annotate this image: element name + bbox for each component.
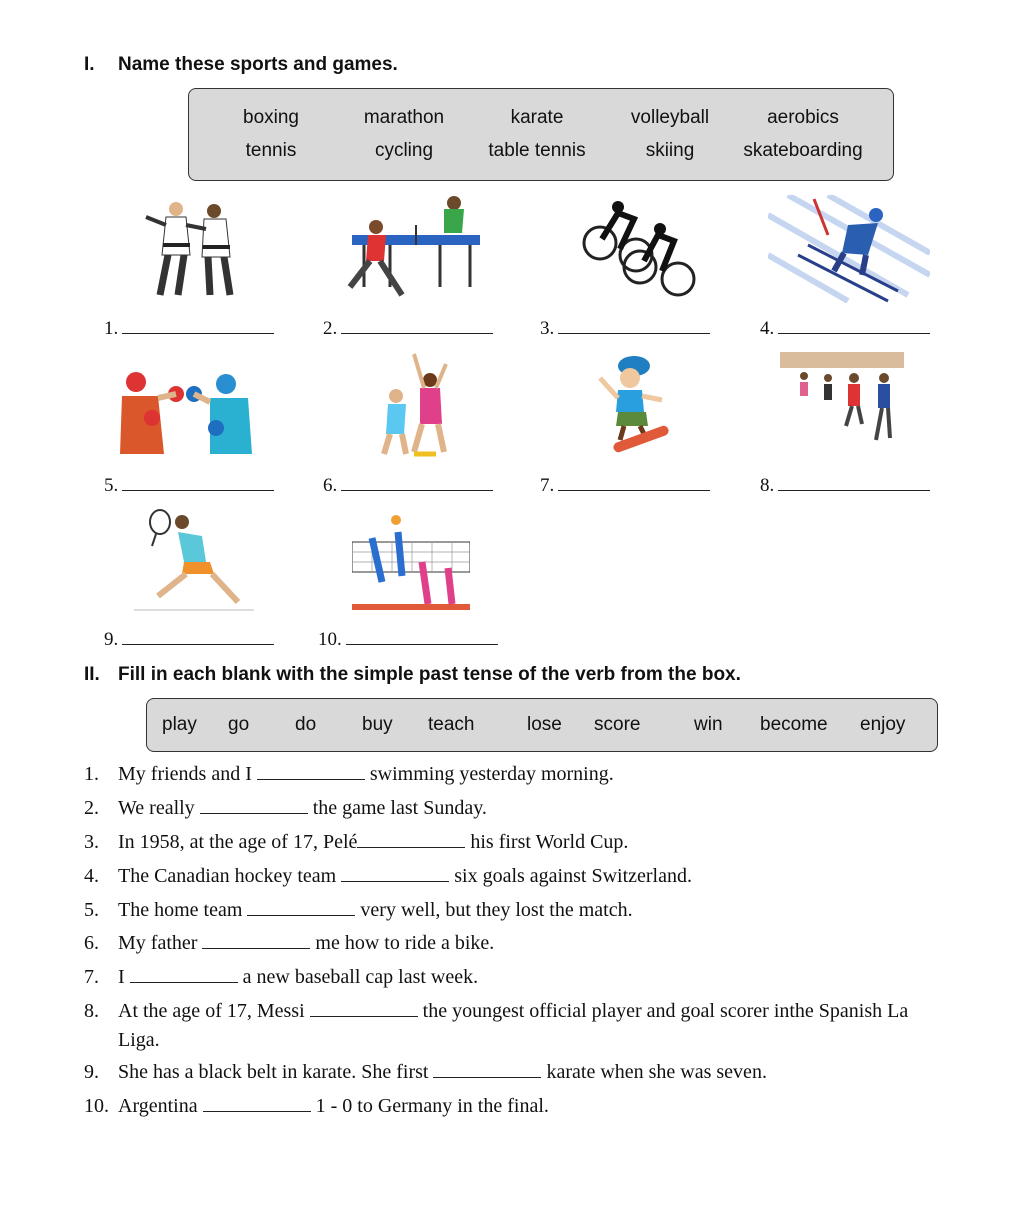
marathon-picture	[780, 352, 904, 458]
sentence-2: 2. We really the game last Sunday.	[84, 797, 487, 819]
aerobics-picture	[374, 350, 454, 458]
skiing-picture	[768, 195, 930, 303]
section-1-title	[84, 54, 398, 76]
section-number: II.	[84, 664, 100, 685]
verb-do: do	[295, 714, 317, 735]
verb-buy: buy	[362, 714, 393, 735]
word-skiing: skiing	[645, 140, 695, 161]
section-title-text: Fill in each blank with the simple past tense of the verb from the box.	[118, 664, 741, 685]
answer-label-5: 5.	[104, 474, 274, 497]
word-boxing: boxing	[243, 107, 299, 128]
sentence-1: 1. My friends and I swimming yesterday morning.	[84, 763, 614, 785]
sentence-8: 8. At the age of 17, Messi the youngest official player and goal scorer inthe Spanish La Liga.	[84, 1000, 909, 1051]
answer-label-9: 9.	[104, 628, 274, 651]
verb-teach: teach	[428, 714, 475, 735]
sentence-10: 10. Argentina 1 - 0 to Germany in the final.	[84, 1095, 549, 1117]
answer-label-10: 10.	[318, 628, 498, 651]
verb-play: play	[162, 714, 197, 735]
answer-label-6: 6.	[323, 474, 493, 497]
word-tennis: tennis	[245, 140, 297, 161]
word-cycling: cycling	[374, 140, 434, 161]
answer-label-8: 8.	[760, 474, 930, 497]
skateboarding-picture	[594, 352, 674, 458]
section-number: I.	[84, 54, 95, 75]
verb-become: become	[760, 714, 828, 735]
sentence-4: 4. The Canadian hockey team six goals against Switzerland.	[84, 865, 692, 887]
verb-go: go	[228, 714, 250, 735]
karate-picture	[138, 195, 248, 303]
section-title-text: Name these sports and games.	[118, 54, 398, 75]
verb-lose: lose	[527, 714, 562, 735]
table-tennis-picture	[330, 195, 490, 303]
sentence-3: 3. In 1958, at the age of 17, Pelé his first World Cup.	[84, 831, 629, 853]
section-2-title	[84, 664, 741, 686]
word-table-tennis: table tennis	[488, 140, 586, 161]
verb-enjoy: enjoy	[860, 714, 906, 735]
word-volleyball: volleyball	[630, 107, 710, 128]
answer-label-1: 1.	[104, 317, 274, 340]
answer-label-4: 4.	[760, 317, 930, 340]
verb-win: win	[694, 714, 723, 735]
word-skateboarding: skateboarding	[743, 140, 863, 161]
volleyball-picture	[352, 512, 470, 610]
boxing-picture	[118, 368, 268, 458]
tennis-picture	[134, 508, 254, 614]
sentence-9: 9. She has a black belt in karate. She first karate when she was seven.	[84, 1061, 767, 1083]
verb-word-box	[146, 698, 938, 752]
answer-label-2: 2.	[323, 317, 493, 340]
answer-label-7: 7.	[540, 474, 710, 497]
verb-score: score	[594, 714, 641, 735]
word-marathon: marathon	[363, 107, 445, 128]
sentence-6: 6. My father me how to ride a bike.	[84, 932, 495, 954]
word-karate: karate	[510, 107, 564, 128]
sports-word-box	[188, 88, 894, 181]
cycling-picture	[578, 195, 696, 303]
sentence-7: 7. I a new baseball cap last week.	[84, 966, 479, 988]
word-aerobics: aerobics	[767, 107, 839, 128]
sentence-5: 5. The home team very well, but they lost the match.	[84, 899, 633, 921]
answer-label-3: 3.	[540, 317, 710, 340]
